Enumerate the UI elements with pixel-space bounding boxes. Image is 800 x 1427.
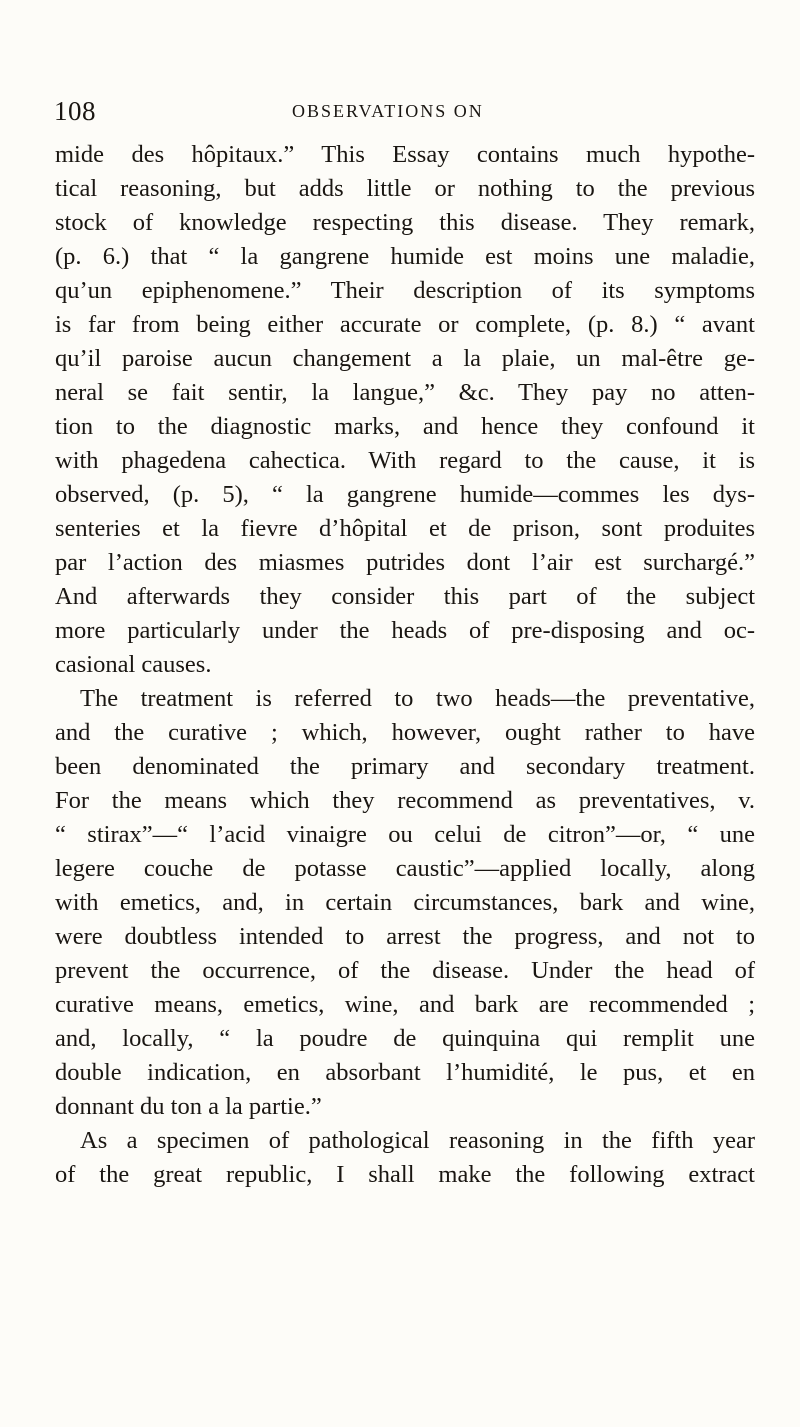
- running-title: OBSERVATIONS ON: [292, 101, 484, 121]
- text-line: curative means, emetics, wine, and bark are recommended ;: [55, 991, 755, 1018]
- text-line: and the curative ; which, however, ought rather to have: [55, 719, 755, 746]
- text-line: and, locally, “ la poudre de quinquina qui remplit une: [55, 1025, 755, 1052]
- text-line: For the means which they recommend as preventatives, v.: [55, 787, 755, 814]
- text-line: with phagedena cahectica. With regard to the cause, it is: [55, 447, 755, 474]
- text-line: tical reasoning, but adds little or nothing to the previous: [55, 175, 755, 202]
- text-line: tion to the diagnostic marks, and hence they confound it: [55, 413, 755, 440]
- text-line: par l’action des miasmes putrides dont l’air est surchargé.”: [55, 549, 755, 576]
- body-text: [55, 138, 755, 1192]
- text-line: more particularly under the heads of pre-disposing and oc-: [55, 617, 755, 644]
- text-line: observed, (p. 5), “ la gangrene humide—commes les dys-: [55, 481, 755, 508]
- text-line: double indication, en absorbant l’humidité, le pus, et en: [55, 1059, 755, 1086]
- text-line: were doubtless intended to arrest the progress, and not to: [55, 923, 755, 950]
- text-line: (p. 6.) that “ la gangrene humide est moins une maladie,: [55, 243, 755, 270]
- text-line: “ stirax”—“ l’acid vinaigre ou celui de citron”—or, “ une: [55, 821, 755, 848]
- text-line: qu’il paroise aucun changement a la plaie, un mal-être ge-: [55, 345, 755, 372]
- text-line: with emetics, and, in certain circumstances, bark and wine,: [55, 889, 755, 916]
- page-number: 108: [54, 96, 96, 126]
- paragraph-start-line: As a specimen of pathological reasoning in the fifth year: [80, 1127, 755, 1154]
- text-line: of the great republic, I shall make the following extract: [55, 1161, 755, 1188]
- text-line: is far from being either accurate or complete, (p. 8.) “ avant: [55, 311, 755, 338]
- paragraph-start-line: The treatment is referred to two heads—the preventative,: [80, 685, 755, 712]
- text-line: prevent the occurrence, of the disease. Under the head of: [55, 957, 755, 984]
- text-line: mide des hôpitaux.” This Essay contains much hypothe-: [55, 141, 755, 168]
- text-line: stock of knowledge respecting this disease. They remark,: [55, 209, 755, 236]
- paragraph-end-line: donnant du ton a la partie.”: [55, 1093, 322, 1120]
- text-line: been denominated the primary and secondary treatment.: [55, 753, 755, 780]
- text-line: And afterwards they consider this part of the subject: [55, 583, 755, 610]
- running-head: [54, 96, 774, 126]
- text-line: qu’un epiphenomene.” Their description of its symptoms: [55, 277, 755, 304]
- paragraph-end-line: casional causes.: [55, 651, 212, 678]
- text-line: senteries et la fievre d’hôpital et de prison, sont produites: [55, 515, 755, 542]
- text-line: legere couche de potasse caustic”—applied locally, along: [55, 855, 755, 882]
- text-line: neral se fait sentir, la langue,” &c. They pay no atten-: [55, 379, 755, 406]
